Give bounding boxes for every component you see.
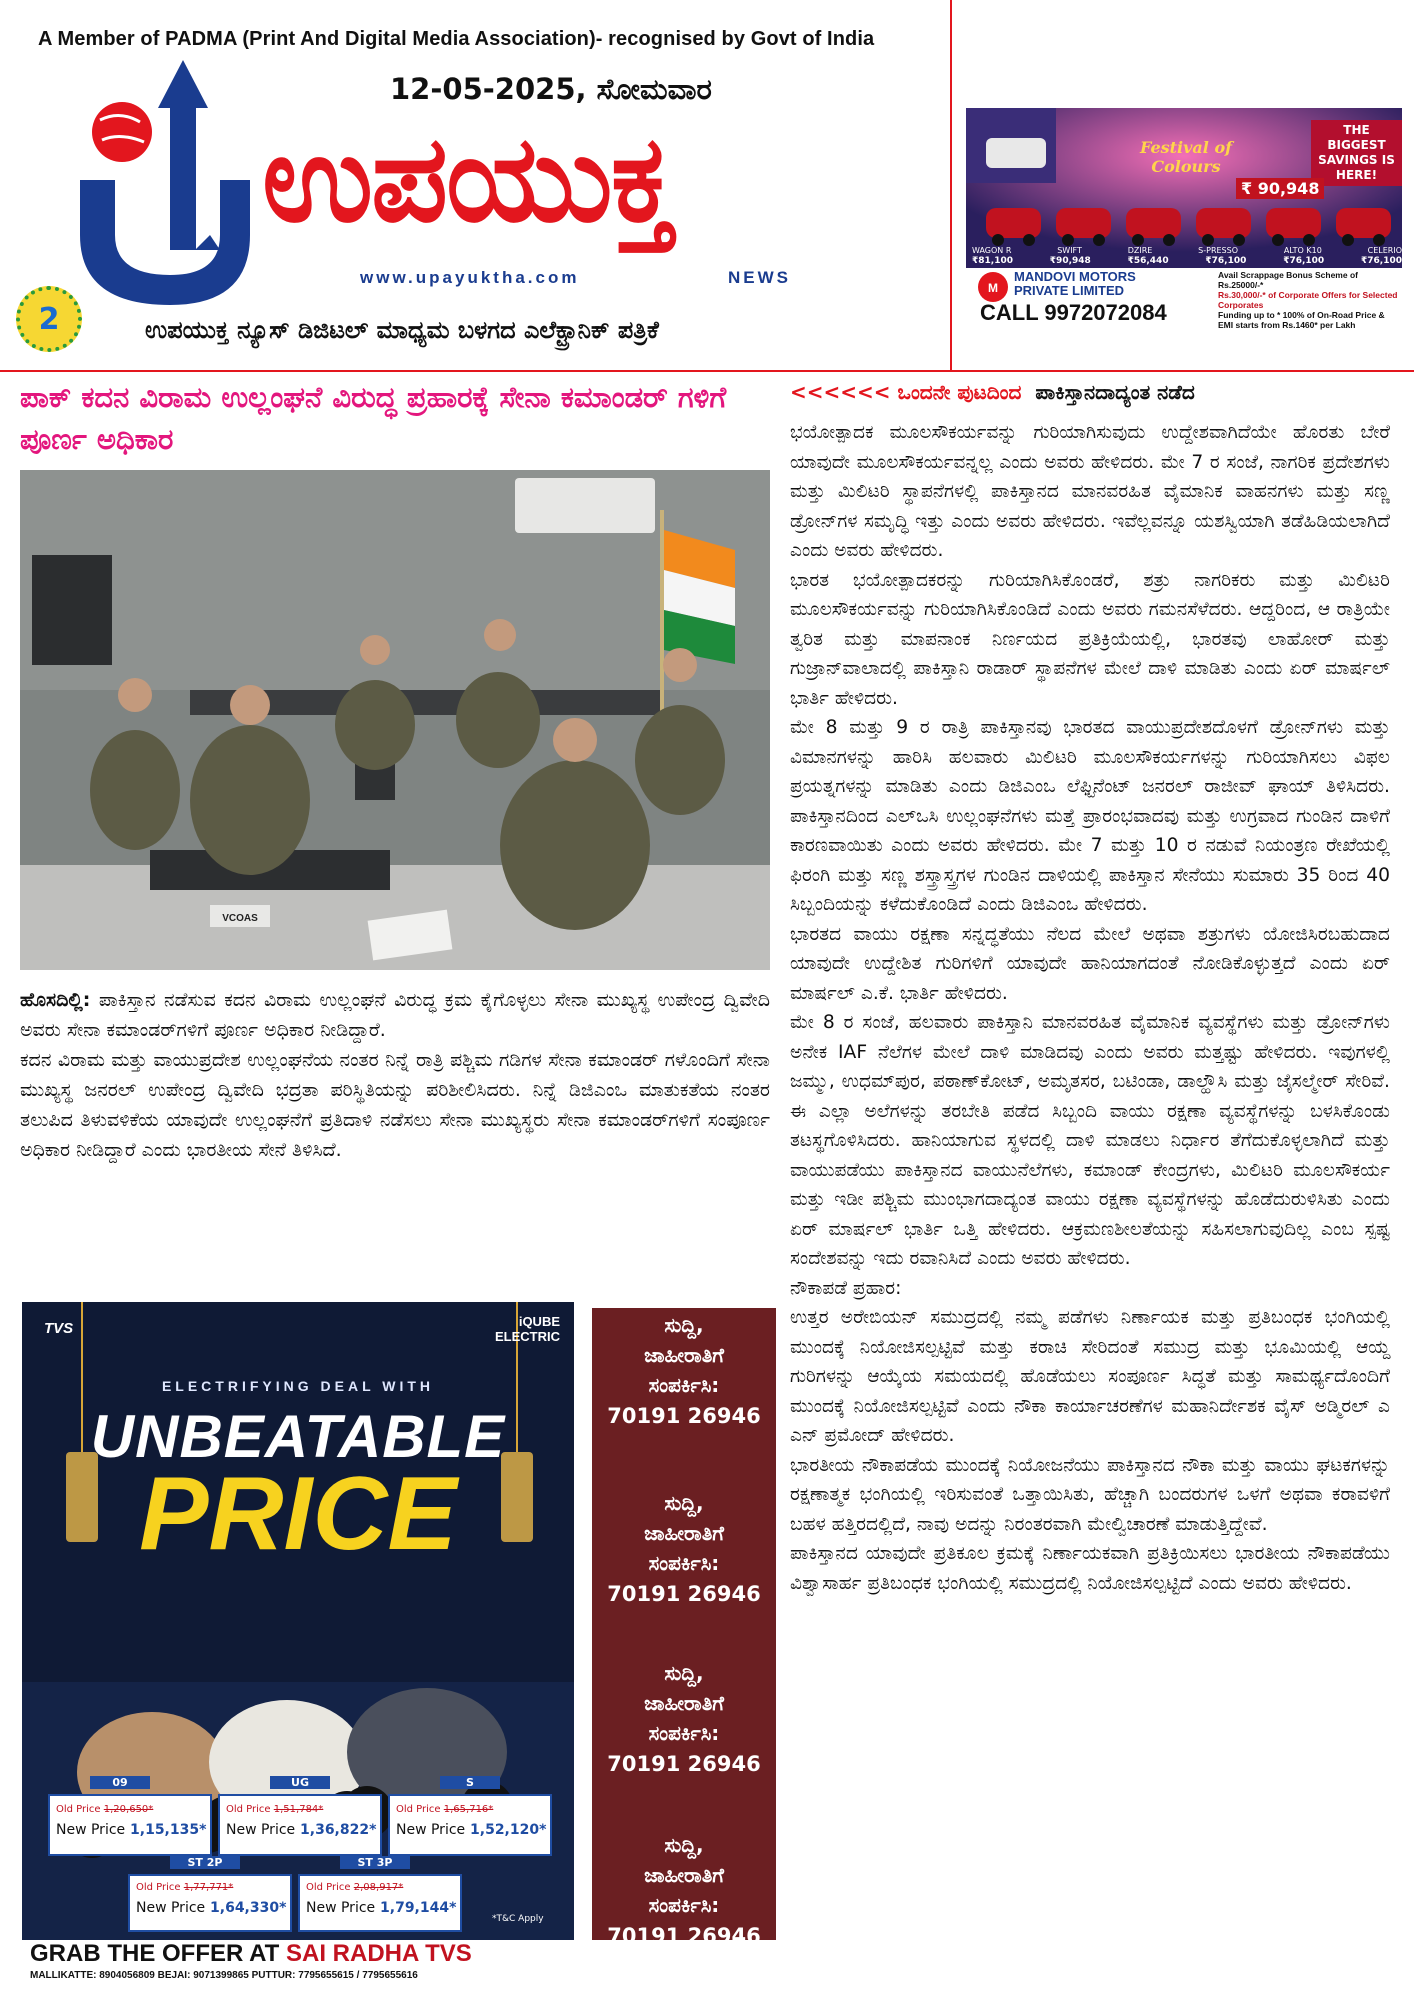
variant-name: UG [270,1776,330,1789]
new-price: 1,36,822* [300,1822,377,1838]
tvs-iqube-ad[interactable] [22,1302,574,1940]
old-price: 1,20,650* [103,1804,154,1815]
car-name: DZIRE [1127,246,1153,255]
continuation-para: ಮೇ 8 ರ ಸಂಜೆ, ಹಲವಾರು ಪಾಕಿಸ್ತಾನಿ ಮಾನವರಹಿತ ವೈಮಾನಿಕ ವ್ಯವಸ್ಥೆಗಳು ಮತ್ತು ಡ್ರೋನ್‌ಗಳು ಅನೇಕ IAF ನೆಲೆಗಳ ಮೇಲೆ ದಾಳಿ ಮಾಡಿದವು ಎಂದು ಅವರು ಮತ್ತಷ್ಟು ಹೇಳಿದರು. ಇವುಗಳಲ್ಲಿ ಜಮ್ಮು, ಉಧಮ್‌ಪುರ, ಪಠಾಣ್‌ಕೋಟ್, ಅಮೃತಸರ, ಬಟಿಂಡಾ, ಡಾಲ್ಹೌಸಿ ಮತ್ತು ಜೈಸಲ್ಮೇರ್ ಸೇರಿವೆ. ಈ ಎಲ್ಲಾ ಅಲೆಗಳನ್ನು ತರಬೇತಿ ಪಡೆದ ಸಿಬ್ಬಂದಿ ವಾಯು ರಕ್ಷಣಾ ವ್ಯವಸ್ಥೆಗಳನ್ನು ಬಳಸಿಕೊಂಡು ತಟಸ್ಥಗೊಳಿಸಿದರು. ಹಾನಿಯಾಗುವ ಸ್ಥಳದಲ್ಲಿ ದಾಳಿ ಮಾಡಲು ನಿರ್ಧಾರ ತೆಗೆದುಕೊಳ್ಳಲಾಗಿದೆ ಮತ್ತು ವಾಯುಪಡೆಯು ಪಾಕಿಸ್ತಾನದ ವಾಯುನೆಲೆಗಳು, ಕಮಾಂಡ್ ಕೇಂದ್ರಗಳು, ಮಿಲಿಟರಿ ಮೂಲಸೌಕರ್ಯ ಮತ್ತು ಇಡೀ ಪಶ್ಚಿಮ ಮುಂಭಾಗದಾದ್ಯಂತ ವಾಯು ರಕ್ಷಣಾ ವ್ಯವಸ್ಥೆಗಳನ್ನು ಹೊಡೆದುರುಳಿಸಿತು ಎಂದು ಏರ್ ಮಾರ್ಷಲ್ ಭಾರ್ತಿ ಒತ್ತಿ ಹೇಳಿದರು. ಆಕ್ರಮಣಶೀಲತೆಯನ್ನು ಸಹಿಸಲಾಗುವುದಿಲ್ಲ ಎಂಬ ಸ್ಪಷ್ಟ ಸಂದೇಶವನ್ನು ಇದು ರವಾನಿಸಿದೆ ಎಂದು ಅವರು ಹೇಳಿದರು. [790,1012,1390,1269]
variant-name: 09 [90,1776,150,1789]
car-prices [972,256,1402,266]
contact-phone[interactable]: 70191 26946 [607,1404,761,1428]
article-para-1 [20,985,770,1045]
tvs-headline-unbeatable: UNBEATABLE [90,1403,506,1470]
car-name: ALTO K10 [1283,246,1322,255]
new-price-label: New Price [136,1900,206,1916]
biggest-savings: THE BIGGEST SAVINGS IS HERE! [1311,120,1402,186]
contact-line: ಸಂಪರ್ಕಿಸಿ: [648,1893,720,1917]
variant-name: S [440,1776,500,1789]
page-number: 2 [38,301,60,337]
contact-line: ಸಂಪರ್ಕಿಸಿ: [648,1551,720,1575]
fine-print-line: Avail Scrappage Bonus Scheme of Rs.25000/-* [1218,270,1358,290]
masthead-tagline: ಉಪಯುಕ್ತ ನ್ಯೂಸ್ ಡಿಜಿಟಲ್ ಮಾಧ್ಯಮ ಬಳಗದ ಎಲೆಕ್ಟ್ರಾನಿಕ್ ಪತ್ರಿಕೆ [145,316,659,344]
fine-print-line: Funding up to * 100% of On-Road Price & EMI starts from Rs.1460* per Lakh [1218,310,1385,330]
continuation-marker: <<<<<< ಒಂದನೇ ಪುಟದಿಂದ [790,380,1022,404]
price-card-st3p [298,1856,462,1932]
old-price-label: Old Price [306,1882,351,1893]
iqube-logo: iQUBE ELECTRIC [495,1314,560,1344]
continuation-para: ಭಾರತ ಭಯೋತ್ಪಾದಕರನ್ನು ಗುರಿಯಾಗಿಸಿಕೊಂಡರೆ, ಶತ್ರು ನಾಗರಿಕರು ಮತ್ತು ಮಿಲಿಟರಿ ಮೂಲಸೌಕರ್ಯವನ್ನು ಗುರಿಯಾಗಿಸಿಕೊಂಡಿದೆ ಎಂದು ಅವರು ಗಮನಸೆಳೆದರು. ಆದ್ದರಿಂದ, ಆ ರಾತ್ರಿಯೇ ತ್ವರಿತ ಮತ್ತು ಮಾಪನಾಂಕ ನಿರ್ಣಯದ ಪ್ರತಿಕ್ರಿಯೆಯಲ್ಲಿ, ಭಾರತವು ಲಾಹೋರ್ ಮತ್ತು ಗುಜ್ರಾನ್‌ವಾಲಾದಲ್ಲಿ ಪಾಕಿಸ್ತಾನಿ ರಾಡಾರ್ ಸ್ಥಾಪನೆಗಳ ಮೇಲೆ ದಾಳಿ ಮಾಡಿತು ಎಂದು ಏರ್ ಮಾರ್ಷಲ್ ಭಾರ್ತಿ ಹೇಳಿದರು. [790,569,1390,709]
contact-phone[interactable]: 70191 26946 [607,1752,761,1776]
page-number-badge [16,286,82,352]
issue-date: 12-05-2025, ಸೋಮವಾರ [390,72,712,106]
new-price-label: New Price [56,1822,126,1838]
mandovi-logo-icon [976,270,1010,304]
dealer-name: SAI RADHA TVS [286,1940,472,1967]
new-price: 1,15,135* [130,1822,207,1838]
tvs-tagline: ELECTRIFYING DEAL WITH [161,1378,435,1394]
old-price: 2,08,917* [353,1882,404,1893]
nameplate: VCOAS [222,913,258,924]
car-price: ₹56,440 [1127,256,1169,266]
car-price: ₹90,948 [1049,256,1091,266]
continuation-column [790,418,1390,1598]
continuation-title: ಪಾಕಿಸ್ತಾನದಾದ್ಯಂತ ನಡೆದ [1035,380,1195,404]
car-name: CELERIO [1367,246,1402,255]
new-price-label: New Price [226,1822,296,1838]
continuation-para: ಮೇ 8 ಮತ್ತು 9 ರ ರಾತ್ರಿ ಪಾಕಿಸ್ತಾನವು ಭಾರತದ ವಾಯುಪ್ರದೇಶದೊಳಗೆ ಡ್ರೋನ್‌ಗಳು ಮತ್ತು ವಿಮಾನಗಳನ್ನು ಹಾರಿಸಿ ಹಲವಾರು ಮಿಲಿಟರಿ ಮೂಲಸೌಕರ್ಯಗಳನ್ನು ಗುರಿಯಾಗಿಸಲು ವಿಫಲ ಪ್ರಯತ್ನಗಳನ್ನು ಮಾಡಿತು ಎಂದು ಡಿಜಿಎಂಒ ಲೆಫ್ಟಿನೆಂಟ್ ಜನರಲ್ ರಾಜೀವ್ ಘಾಯ್ ತಿಳಿಸಿದರು. ಪಾಕಿಸ್ತಾನದಿಂದ ಎಲ್‌ಒಸಿ ಉಲ್ಲಂಘನೆಗಳು ಮತ್ತೆ ಪ್ರಾರಂಭವಾದವು ಮತ್ತು ಉಗ್ರವಾದ ಗುಂಡಿನ ದಾಳಿಗೆ ಕಾರಣವಾಯಿತು ಎಂದು ಅವರು ಹೇಳಿದರು. ಮೇ 7 ಮತ್ತು 10 ರ ನಡುವೆ ನಿಯಂತ್ರಣ ರೇಖೆಯಲ್ಲಿ ಫಿರಂಗಿ ಮತ್ತು ಸಣ್ಣ ಶಸ್ತ್ರಾಸ್ತ್ರಗಳ ಗುಂಡಿನ ದಾಳಿಯಲ್ಲಿ ಪಾಕಿಸ್ತಾನ ಸೇನೆಯು ಸುಮಾರು 35 ರಿಂದ 40 ಸಿಬ್ಬಂದಿಯನ್ನು ಕಳೆದುಕೊಂಡಿದೆ ಎಂದು ಡಿಜಿಎಂಒ ಹೇಳಿದರು. [790,717,1390,915]
article-dateline: ಹೊಸದಿಲ್ಲಿ: [20,989,91,1011]
new-price-label: New Price [306,1900,376,1916]
dealer-phone[interactable]: CALL 9972072084 [980,300,1167,325]
tvs-headline-price: PRICE [139,1456,457,1572]
new-price: 1,52,120* [470,1822,547,1838]
price-card-09 [48,1776,212,1856]
contact-block [592,1310,776,1432]
tvs-logo: TVS [44,1320,74,1337]
new-price-label: New Price [396,1822,466,1838]
old-price-label: Old Price [136,1882,181,1893]
website-url[interactable]: www.upayuktha.com [360,268,580,287]
car-names [972,246,1402,255]
contact-block [592,1658,776,1780]
contact-box [592,1308,776,1948]
fine-print-line: Rs.30,000/-* of Corporate Offers for Selected Corporates [1218,290,1398,310]
tc-apply: *T&C Apply [492,1914,544,1924]
dealer-name: MANDOVI MOTORS PRIVATE LIMITED [1014,269,1136,298]
price-card-st2p [128,1856,292,1932]
contact-line: ಜಾಹೀರಾತಿಗೆ [644,1691,724,1715]
ad-fine-print [1218,270,1400,330]
tvs-dealer-footer [22,1940,574,1990]
contact-phone[interactable]: 70191 26946 [607,1582,761,1606]
old-price-label: Old Price [226,1804,271,1815]
contact-block [592,1830,776,1952]
dealer-contacts: MALLIKATTE: 8904056809 BEJAI: 9071399865 PUTTUR: 7795655615 / 7795655616 [30,1970,418,1981]
continuation-para: ಭಾರತೀಯ ನೌಕಾಪಡೆಯ ಮುಂದಕ್ಕೆ ನಿಯೋಜನೆಯು ಪಾಕಿಸ್ತಾನದ ನೌಕಾ ಮತ್ತು ವಾಯು ಘಟಕಗಳನ್ನು ರಕ್ಷಣಾತ್ಮಕ ಭಂಗಿಯಲ್ಲಿ ಇರಿಸುವಂತೆ ಒತ್ತಾಯಿಸಿತು, ಹೆಚ್ಚಾಗಿ ಬಂದರುಗಳ ಒಳಗೆ ಅಥವಾ ಕರಾವಳಿಗೆ ಬಹಳ ಹತ್ತಿರದಲ್ಲಿದೆ, ನಾವು ಅದನ್ನು ನಿರಂತರವಾಗಿ ಮೇಲ್ವಿಚಾರಣೆ ಮಾಡುತ್ತಿದ್ದೇವೆ. [790,1454,1390,1535]
masthead-title: ಉಪಯುಕ್ತ [262,110,673,249]
contact-line: ಜಾಹೀರಾತಿಗೆ [644,1521,724,1545]
continuation-para: ಭಯೋತ್ಪಾದಕ ಮೂಲಸೌಕರ್ಯವನ್ನು ಗುರಿಯಾಗಿಸುವುದು ಉದ್ದೇಶವಾಗಿದೆಯೇ ಹೊರತು ಬೇರೆ ಯಾವುದೇ ಮೂಲಸೌಕರ್ಯವನ್ನಲ್ಲ ಎಂದು ಅವರು ಹೇಳಿದರು. ಮೇ 7 ರ ಸಂಜೆ, ನಾಗರಿಕ ಪ್ರದೇಶಗಳು ಮತ್ತು ಮಿಲಿಟರಿ ಸ್ಥಾಪನೆಗಳಲ್ಲಿ ಪಾಕಿಸ್ತಾನದ ಮಾನವರಹಿತ ವೈಮಾನಿಕ ವಾಹನಗಳು ಮತ್ತು ಸಣ್ಣ ಡ್ರೋನ್‌ಗಳ ಸಮೃದ್ಧಿ ಇತ್ತು ಎಂದು ಅವರು ಹೇಳಿದರು. ಇವೆಲ್ಲವನ್ನೂ ಯಶಸ್ವಿಯಾಗಿ ತಡೆಹಿಡಿಯಲಾಗಿದೆ ಎಂದು ಅವರು ಹೇಳಿದರು. [790,422,1390,561]
contact-phone[interactable]: 70191 26946 [607,1924,761,1948]
padma-member-line: A Member of PADMA (Print And Digital Media Association)- recognised by Govt of India [38,28,875,50]
old-price: 1,51,784* [273,1804,324,1815]
new-price: 1,79,144* [380,1900,457,1916]
festival-title: Festival of Colours [1139,138,1232,176]
continuation-para: ಪಾಕಿಸ್ತಾನದ ಯಾವುದೇ ಪ್ರತಿಕೂಲ ಕ್ರಮಕ್ಕೆ ನಿರ್ಣಾಯಕವಾಗಿ ಪ್ರತಿಕ್ರಿಯಿಸಲು ಭಾರತೀಯ ನೌಕಾಪಡೆಯು ವಿಶ್ವಾಸಾರ್ಹ ಪ್ರತಿಬಂಧಕ ಭಂಗಿಯಲ್ಲಿ ಸಮುದ್ರದಲ್ಲಿ ನಿಯೋಜಿಸಲ್ಪಟ್ಟಿದೆ ಎಂದು ಅವರು ಹೇಳಿದರು. [790,1543,1390,1594]
price-card-ug [218,1776,382,1856]
contact-line: ಸುದ್ದಿ, [664,1313,704,1337]
army-meeting-photo [20,470,770,970]
header-divider-horizontal [0,370,1414,372]
svg-text:M: M [988,281,998,295]
article-para-2: ಕದನ ವಿರಾಮ ಮತ್ತು ವಾಯುಪ್ರದೇಶ ಉಲ್ಲಂಘನೆಯ ನಂತರ ನಿನ್ನೆ ರಾತ್ರಿ ಪಶ್ಚಿಮ ಗಡಿಗಳ ಸೇನಾ ಕಮಾಂಡರ್ ಗಳೊಂದಿಗೆ ಸೇನಾ ಮುಖ್ಯಸ್ಥ ಜನರಲ್ ಉಪೇಂದ್ರ ದ್ವಿವೇದಿ ಭದ್ರತಾ ಪರಿಸ್ಥಿತಿಯನ್ನು ಪರಿಶೀಲಿಸಿದರು. ನಿನ್ನೆ ಡಿಜಿಎಂಒ ಮಾತುಕತೆಯ ನಂತರ ತಲುಪಿದ ತಿಳುವಳಿಕೆಯ ಯಾವುದೇ ಉಲ್ಲಂಘನೆಗೆ ಪ್ರತಿದಾಳಿ ನಡೆಸಲು ಸೇನಾ ಮುಖ್ಯಸ್ಥರು ಸೇನಾ ಕಮಾಂಡರ್‌ಗಳಿಗೆ ಸಂಪೂರ್ಣ ಅಧಿಕಾರ ನೀಡಿದ್ದಾರೆ ಎಂದು ಭಾರತೀಯ ಸೇನೆ ತಿಳಿಸಿದೆ. [20,1049,770,1161]
contact-line: ಸುದ್ದಿ, [664,1833,704,1857]
old-price-label: Old Price [396,1804,441,1815]
highlight-price: ₹ 90,948 [1236,178,1324,199]
news-label: NEWS [728,268,791,287]
contact-line: ಸಂಪರ್ಕಿಸಿ: [648,1721,720,1745]
new-price: 1,64,330* [210,1900,287,1916]
article-headline: ಪಾಕ್ ಕದನ ವಿರಾಮ ಉಲ್ಲಂಘನೆ ವಿರುದ್ಧ ಪ್ರಹಾರಕ್ಕೆ ಸೇನಾ ಕಮಾಂಡರ್ ಗಳಿಗೆ ಪೂರ್ಣ ಅಧಿಕಾರ [20,380,727,456]
masthead-logo [60,60,280,310]
contact-line: ಸುದ್ದಿ, [664,1661,704,1685]
grab-offer-label: GRAB THE OFFER AT [30,1940,280,1967]
header-divider-vertical [950,0,952,372]
old-price-label: Old Price [56,1804,101,1815]
price-card-s [388,1776,552,1856]
old-price: 1,65,716* [443,1804,494,1815]
car-name: WAGON R [972,246,1012,255]
contact-line: ಜಾಹೀರಾತಿಗೆ [644,1863,724,1887]
car-price: ₹76,100 [1205,256,1247,266]
grab-offer-text [30,1940,472,1968]
variant-name: ST 3P [340,1856,410,1869]
contact-line: ಸಂಪರ್ಕಿಸಿ: [648,1373,720,1397]
car-name: SWIFT [1057,246,1082,255]
car-price: ₹81,100 [972,256,1013,266]
navy-subheading: ನೌಕಾಪಡೆ ಪ್ರಹಾರ: [790,1277,902,1299]
article-body [20,985,770,1165]
continuation-para: ಭಾರತದ ವಾಯು ರಕ್ಷಣಾ ಸನ್ನದ್ಧತೆಯು ನೆಲದ ಮೇಲೆ ಅಥವಾ ಶತ್ರುಗಳು ಯೋಜಿಸಿರಬಹುದಾದ ಯಾವುದೇ ಉದ್ದೇಶಿತ ಗುರಿಗಳಿಗೆ ಯಾವುದೇ ಹಾನಿಯಾಗದಂತೆ ನೋಡಿಕೊಳ್ಳುತ್ತದೆ ಎಂದು ಏರ್ ಮಾರ್ಷಲ್ ಎ.ಕೆ. ಭಾರ್ತಿ ಹೇಳಿದರು. [790,923,1390,1004]
car-price: ₹76,100 [1360,256,1402,266]
maruti-dealer-strip [966,268,1402,328]
old-price: 1,77,771* [183,1882,234,1893]
car-price: ₹76,100 [1283,256,1325,266]
article-para-1-text: ಪಾಕಿಸ್ತಾನ ನಡೆಸುವ ಕದನ ವಿರಾಮ ಉಲ್ಲಂಘನೆ ವಿರುದ್ಧ ಕ್ರಮ ಕೈಗೊಳ್ಳಲು ಸೇನಾ ಮುಖ್ಯಸ್ಥ ಉಪೇಂದ್ರ ದ್ವಿವೇದಿ ಅವರು ಸೇನಾ ಕಮಾಂಡರ್‌ಗಳಿಗೆ ಪೂರ್ಣ ಅಧಿಕಾರ ನೀಡಿದ್ದಾರೆ. [20,989,770,1041]
continuation-para: ಉತ್ತರ ಅರೇಬಿಯನ್ ಸಮುದ್ರದಲ್ಲಿ ನಮ್ಮ ಪಡೆಗಳು ನಿರ್ಣಾಯಕ ಮತ್ತು ಪ್ರತಿಬಂಧಕ ಭಂಗಿಯಲ್ಲಿ ಮುಂದಕ್ಕೆ ನಿಯೋಜಿಸಲ್ಪಟ್ಟಿವೆ ಮತ್ತು ಕರಾಚಿ ಸೇರಿದಂತೆ ಸಮುದ್ರ ಮತ್ತು ಭೂಮಿಯಲ್ಲಿ ಆಯ್ದ ಗುರಿಗಳನ್ನು ಆಯ್ಕೆಯ ಸಮಯದಲ್ಲಿ ಹೊಡೆಯಲು ಸಂಪೂರ್ಣ ಸಿದ್ಧತೆ ಮತ್ತು ಸಾಮರ್ಥ್ಯದೊಂದಿಗೆ ಮುಂದಕ್ಕೆ ನಿಯೋಜಿಸಲ್ಪಟ್ಟಿವೆ ಎಂದು ನೌಕಾ ಕಾರ್ಯಾಚರಣೆಗಳ ಮಹಾನಿರ್ದೇಶಕ ವೈಸ್ ಅಡ್ಮಿರಲ್ ಎ ಎನ್ ಪ್ರಮೋದ್ ಹೇಳಿದರು. [790,1307,1390,1446]
car-name: S-PRESSO [1198,246,1239,255]
photo-illustration [20,470,770,970]
variant-name: ST 2P [170,1856,240,1869]
contact-block [592,1488,776,1610]
contact-line: ಜಾಹೀರಾತಿಗೆ [644,1343,724,1367]
continuation-header [790,380,1195,404]
contact-line: ಸುದ್ದಿ, [664,1491,704,1515]
